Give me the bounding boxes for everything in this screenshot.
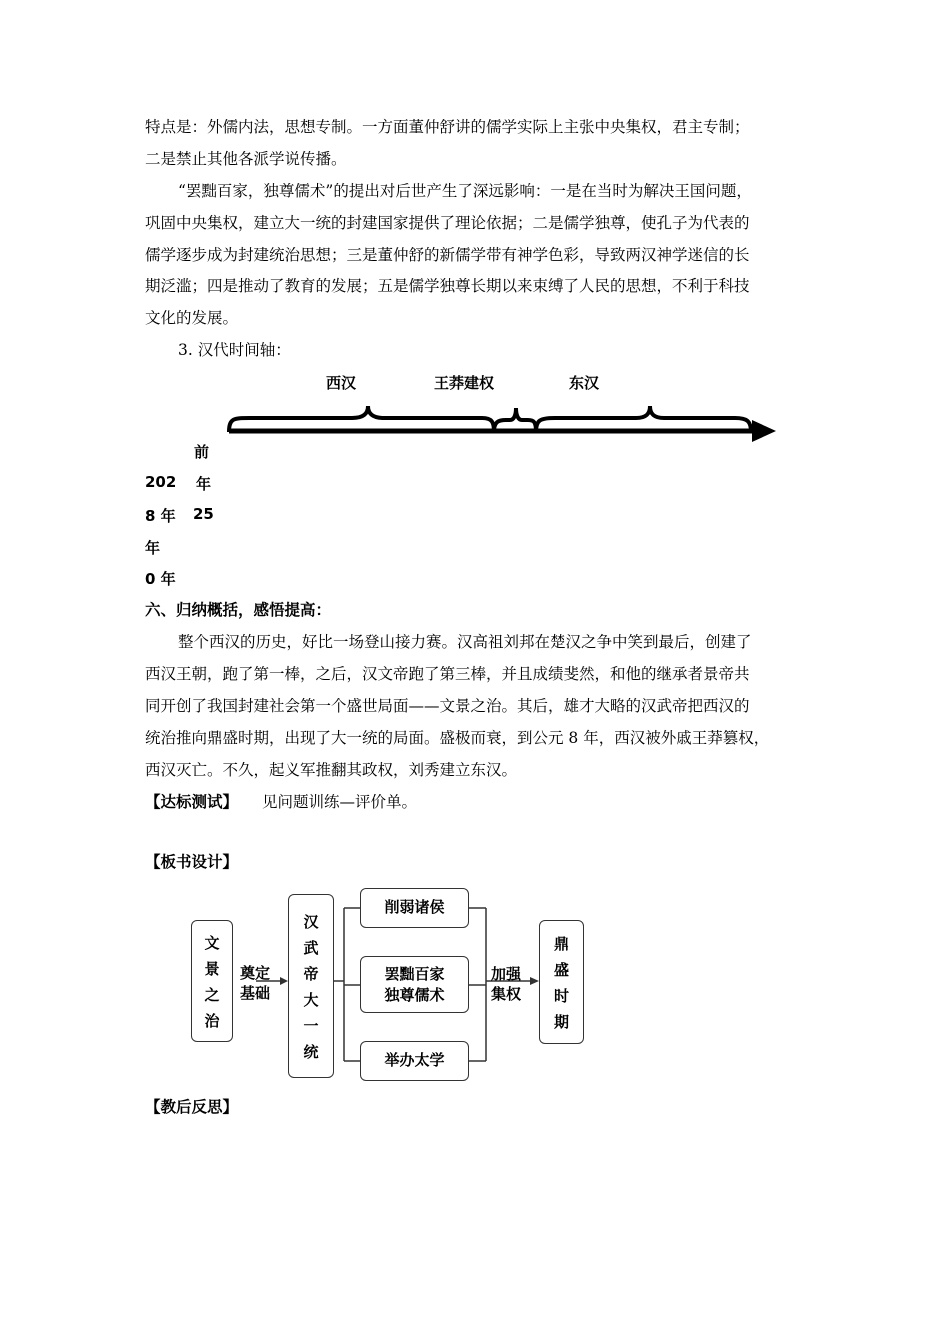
- text-line: 二是禁止其他各派学说传播。: [145, 150, 347, 168]
- box-confucianism: 罢黜百家 独尊儒术: [360, 956, 469, 1013]
- text-line: “罢黜百家，独尊儒术”的提出对后世产生了深远影响：一是在当时为解决王国问题，: [178, 182, 752, 200]
- item-3-heading: 3. 汉代时间轴：: [178, 341, 291, 359]
- text-line: 巩固中央集权，建立大一统的封建国家提供了理论依据；二是儒学独尊，使孔子为代表的: [145, 214, 750, 232]
- box-weaken-vassals: 削弱诸侯: [360, 888, 469, 928]
- text-line: 统治推向鼎盛时期，出现了大一统的局面。盛极而衰，到公元 8 年，西汉被外戚王莽篡权，: [145, 729, 770, 747]
- reflection-heading: 【教后反思】: [145, 1098, 239, 1116]
- arrow-label-foundation: 奠定 基础: [240, 964, 271, 1002]
- timeline-year: 25: [193, 505, 214, 523]
- section-6-heading: 六、归纳概括，感悟提高：: [145, 601, 332, 619]
- text-line: 整个西汉的历史，好比一场登山接力赛。汉高祖刘邦在楚汉之争中笑到最后，创建了: [178, 633, 752, 651]
- timeline-year: 年: [145, 539, 161, 557]
- box-imperial-academy: 举办太学: [360, 1041, 469, 1081]
- timeline-year: 8 年: [145, 507, 176, 525]
- timeline-label-east-han: 东汉: [569, 374, 600, 392]
- text-line: 期泛滥；四是推动了教育的发展；五是儒学独尊长期以来束缚了人民的思想，不利于科技: [145, 277, 750, 295]
- box-peak-period: 鼎 盛 时 期: [539, 920, 584, 1044]
- timeline-year: 0 年: [145, 570, 176, 588]
- box-wudi-dayitong: 汉 武 帝 大 一 统: [288, 894, 334, 1078]
- text-line: 西汉王朝，跑了第一棒，之后，汉文帝跑了第三棒，并且成绩斐然，和他的继承者景帝共: [145, 665, 750, 683]
- text-line: 文化的发展。: [145, 309, 239, 327]
- timeline-year: 202: [145, 473, 177, 491]
- text-line: 西汉灭亡。不久，起义军推翻其政权，刘秀建立东汉。: [145, 761, 518, 779]
- board-design-heading: 【板书设计】: [145, 853, 239, 871]
- test-label: 【达标测试】: [145, 793, 239, 811]
- arrow-label-centralize: 加强 集权: [491, 965, 522, 1003]
- text-line: 特点是：外儒内法，思想专制。一方面董仲舒讲的儒学实际上主张中央集权，君主专制；: [145, 118, 750, 136]
- test-text: 见问题训练—评价单。: [262, 793, 418, 811]
- timeline-year: 前: [194, 443, 210, 461]
- timeline-year: 年: [196, 475, 212, 493]
- timeline-label-wang-mang: 王莽建权: [434, 374, 495, 392]
- text-line: 同开创了我国封建社会第一个盛世局面——文景之治。其后，雄才大略的汉武帝把西汉的: [145, 697, 750, 715]
- box-wenjing-zhizhi: 文 景 之 治: [191, 920, 233, 1042]
- text-line: 儒学逐步成为封建统治思想；三是董仲舒的新儒学带有神学色彩，导致两汉神学迷信的长: [145, 246, 750, 264]
- timeline-label-west-han: 西汉: [326, 374, 357, 392]
